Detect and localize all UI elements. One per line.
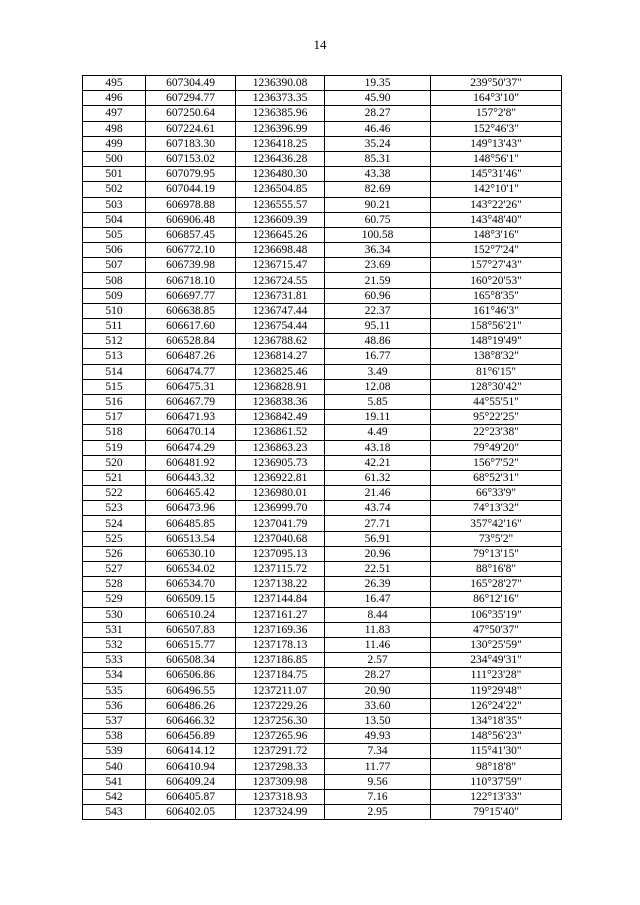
- point-number-cell: 503: [83, 197, 146, 212]
- y-coordinate-cell: 1236724.55: [236, 273, 325, 288]
- x-coordinate-cell: 606718.10: [146, 273, 236, 288]
- distance-cell: 20.90: [325, 683, 431, 698]
- x-coordinate-cell: 606617.60: [146, 319, 236, 334]
- bearing-cell: 106°35'19": [431, 607, 562, 622]
- x-coordinate-cell: 607153.02: [146, 151, 236, 166]
- distance-cell: 60.96: [325, 288, 431, 303]
- x-coordinate-cell: 607304.49: [146, 76, 236, 91]
- distance-cell: 9.56: [325, 774, 431, 789]
- distance-cell: 8.44: [325, 607, 431, 622]
- x-coordinate-cell: 606410.94: [146, 759, 236, 774]
- y-coordinate-cell: 1237115.72: [236, 562, 325, 577]
- bearing-cell: 68°52'31": [431, 470, 562, 485]
- coordinates-table-body: [83, 76, 562, 820]
- distance-cell: 26.39: [325, 577, 431, 592]
- distance-cell: 61.32: [325, 470, 431, 485]
- y-coordinate-cell: 1236980.01: [236, 486, 325, 501]
- bearing-cell: 156°7'52": [431, 455, 562, 470]
- table-row: [83, 607, 562, 622]
- distance-cell: 16.77: [325, 349, 431, 364]
- y-coordinate-cell: 1237041.79: [236, 516, 325, 531]
- point-number-cell: 531: [83, 622, 146, 637]
- bearing-cell: 158°56'21": [431, 319, 562, 334]
- y-coordinate-cell: 1236999.70: [236, 501, 325, 516]
- distance-cell: 28.27: [325, 106, 431, 121]
- distance-cell: 35.24: [325, 136, 431, 151]
- table-row: [83, 805, 562, 820]
- table-row: [83, 136, 562, 151]
- table-row: [83, 729, 562, 744]
- distance-cell: 27.71: [325, 516, 431, 531]
- distance-cell: 7.34: [325, 744, 431, 759]
- x-coordinate-cell: 606638.85: [146, 303, 236, 318]
- table-row: [83, 364, 562, 379]
- x-coordinate-cell: 607079.95: [146, 167, 236, 182]
- table-row: [83, 151, 562, 166]
- bearing-cell: 165°28'27": [431, 577, 562, 592]
- x-coordinate-cell: 606857.45: [146, 227, 236, 242]
- bearing-cell: 138°8'32": [431, 349, 562, 364]
- bearing-cell: 161°46'3": [431, 303, 562, 318]
- x-coordinate-cell: 606513.54: [146, 531, 236, 546]
- distance-cell: 7.16: [325, 789, 431, 804]
- bearing-cell: 44°55'51": [431, 394, 562, 409]
- x-coordinate-cell: 606481.92: [146, 455, 236, 470]
- x-coordinate-cell: 606471.93: [146, 410, 236, 425]
- point-number-cell: 543: [83, 805, 146, 820]
- distance-cell: 11.83: [325, 622, 431, 637]
- y-coordinate-cell: 1236731.81: [236, 288, 325, 303]
- y-coordinate-cell: 1236609.39: [236, 212, 325, 227]
- x-coordinate-cell: 606739.98: [146, 258, 236, 273]
- x-coordinate-cell: 606402.05: [146, 805, 236, 820]
- point-number-cell: 524: [83, 516, 146, 531]
- bearing-cell: 126°24'22": [431, 698, 562, 713]
- y-coordinate-cell: 1237169.36: [236, 622, 325, 637]
- table-row: [83, 577, 562, 592]
- y-coordinate-cell: 1237211.07: [236, 683, 325, 698]
- point-number-cell: 512: [83, 334, 146, 349]
- x-coordinate-cell: 606515.77: [146, 637, 236, 652]
- x-coordinate-cell: 607250.64: [146, 106, 236, 121]
- x-coordinate-cell: 606506.86: [146, 668, 236, 683]
- distance-cell: 43.74: [325, 501, 431, 516]
- table-row: [83, 379, 562, 394]
- point-number-cell: 516: [83, 394, 146, 409]
- y-coordinate-cell: 1237161.27: [236, 607, 325, 622]
- y-coordinate-cell: 1236480.30: [236, 167, 325, 182]
- y-coordinate-cell: 1236863.23: [236, 440, 325, 455]
- x-coordinate-cell: 606530.10: [146, 546, 236, 561]
- x-coordinate-cell: 606470.14: [146, 425, 236, 440]
- x-coordinate-cell: 606534.02: [146, 562, 236, 577]
- bearing-cell: 134°18'35": [431, 713, 562, 728]
- point-number-cell: 515: [83, 379, 146, 394]
- y-coordinate-cell: 1236825.46: [236, 364, 325, 379]
- coordinates-table: [82, 75, 562, 820]
- point-number-cell: 536: [83, 698, 146, 713]
- distance-cell: 56.91: [325, 531, 431, 546]
- distance-cell: 36.34: [325, 243, 431, 258]
- y-coordinate-cell: 1236814.27: [236, 349, 325, 364]
- distance-cell: 19.35: [325, 76, 431, 91]
- y-coordinate-cell: 1236861.52: [236, 425, 325, 440]
- point-number-cell: 497: [83, 106, 146, 121]
- table-row: [83, 653, 562, 668]
- point-number-cell: 509: [83, 288, 146, 303]
- point-number-cell: 510: [83, 303, 146, 318]
- distance-cell: 90.21: [325, 197, 431, 212]
- y-coordinate-cell: 1237184.75: [236, 668, 325, 683]
- table-row: [83, 592, 562, 607]
- bearing-cell: 165°8'35": [431, 288, 562, 303]
- distance-cell: 4.49: [325, 425, 431, 440]
- distance-cell: 11.46: [325, 637, 431, 652]
- table-row: [83, 637, 562, 652]
- distance-cell: 43.38: [325, 167, 431, 182]
- point-number-cell: 505: [83, 227, 146, 242]
- page-number: 14: [313, 37, 327, 52]
- bearing-cell: 157°27'43": [431, 258, 562, 273]
- distance-cell: 42.21: [325, 455, 431, 470]
- bearing-cell: 95°22'25": [431, 410, 562, 425]
- bearing-cell: 234°49'31": [431, 653, 562, 668]
- bearing-cell: 149°13'43": [431, 136, 562, 151]
- distance-cell: 45.90: [325, 91, 431, 106]
- point-number-cell: 540: [83, 759, 146, 774]
- y-coordinate-cell: 1236698.48: [236, 243, 325, 258]
- bearing-cell: 98°18'8": [431, 759, 562, 774]
- y-coordinate-cell: 1237256.30: [236, 713, 325, 728]
- bearing-cell: 145°31'46": [431, 167, 562, 182]
- y-coordinate-cell: 1236436.28: [236, 151, 325, 166]
- point-number-cell: 542: [83, 789, 146, 804]
- x-coordinate-cell: 606697.77: [146, 288, 236, 303]
- y-coordinate-cell: 1236555.57: [236, 197, 325, 212]
- y-coordinate-cell: 1237318.93: [236, 789, 325, 804]
- bearing-cell: 128°30'42": [431, 379, 562, 394]
- bearing-cell: 111°23'28": [431, 668, 562, 683]
- bearing-cell: 73°5'2": [431, 531, 562, 546]
- y-coordinate-cell: 1236504.85: [236, 182, 325, 197]
- distance-cell: 19.11: [325, 410, 431, 425]
- x-coordinate-cell: 606534.70: [146, 577, 236, 592]
- y-coordinate-cell: 1236715.47: [236, 258, 325, 273]
- point-number-cell: 507: [83, 258, 146, 273]
- x-coordinate-cell: 606772.10: [146, 243, 236, 258]
- point-number-cell: 537: [83, 713, 146, 728]
- x-coordinate-cell: 606405.87: [146, 789, 236, 804]
- distance-cell: 49.93: [325, 729, 431, 744]
- table-row: [83, 167, 562, 182]
- distance-cell: 22.37: [325, 303, 431, 318]
- table-row: [83, 440, 562, 455]
- y-coordinate-cell: 1236828.91: [236, 379, 325, 394]
- y-coordinate-cell: 1236390.08: [236, 76, 325, 91]
- y-coordinate-cell: 1236645.26: [236, 227, 325, 242]
- distance-cell: 28.27: [325, 668, 431, 683]
- point-number-cell: 526: [83, 546, 146, 561]
- x-coordinate-cell: 607044.19: [146, 182, 236, 197]
- table-row: [83, 501, 562, 516]
- point-number-cell: 539: [83, 744, 146, 759]
- point-number-cell: 518: [83, 425, 146, 440]
- table-row: [83, 789, 562, 804]
- bearing-cell: 79°49'20": [431, 440, 562, 455]
- y-coordinate-cell: 1236842.49: [236, 410, 325, 425]
- table-row: [83, 683, 562, 698]
- y-coordinate-cell: 1236838.36: [236, 394, 325, 409]
- x-coordinate-cell: 606485.85: [146, 516, 236, 531]
- table-row: [83, 744, 562, 759]
- x-coordinate-cell: 606456.89: [146, 729, 236, 744]
- y-coordinate-cell: 1236418.25: [236, 136, 325, 151]
- x-coordinate-cell: 607294.77: [146, 91, 236, 106]
- table-row: [83, 410, 562, 425]
- table-row: [83, 516, 562, 531]
- distance-cell: 11.77: [325, 759, 431, 774]
- table-row: [83, 622, 562, 637]
- table-row: [83, 425, 562, 440]
- y-coordinate-cell: 1236385.96: [236, 106, 325, 121]
- table-row: [83, 258, 562, 273]
- table-row: [83, 698, 562, 713]
- point-number-cell: 525: [83, 531, 146, 546]
- table-row: [83, 106, 562, 121]
- table-row: [83, 303, 562, 318]
- point-number-cell: 506: [83, 243, 146, 258]
- bearing-cell: 122°13'33": [431, 789, 562, 804]
- bearing-cell: 22°23'38": [431, 425, 562, 440]
- bearing-cell: 160°20'53": [431, 273, 562, 288]
- distance-cell: 46.46: [325, 121, 431, 136]
- table-row: [83, 288, 562, 303]
- point-number-cell: 541: [83, 774, 146, 789]
- x-coordinate-cell: 606486.26: [146, 698, 236, 713]
- table-row: [83, 759, 562, 774]
- x-coordinate-cell: 606409.24: [146, 774, 236, 789]
- point-number-cell: 498: [83, 121, 146, 136]
- distance-cell: 60.75: [325, 212, 431, 227]
- distance-cell: 2.95: [325, 805, 431, 820]
- bearing-cell: 130°25'59": [431, 637, 562, 652]
- x-coordinate-cell: 606507.83: [146, 622, 236, 637]
- distance-cell: 3.49: [325, 364, 431, 379]
- x-coordinate-cell: 606467.79: [146, 394, 236, 409]
- table-row: [83, 243, 562, 258]
- x-coordinate-cell: 606487.26: [146, 349, 236, 364]
- table-row: [83, 546, 562, 561]
- point-number-cell: 528: [83, 577, 146, 592]
- table-row: [83, 455, 562, 470]
- table-row: [83, 486, 562, 501]
- bearing-cell: 148°3'16": [431, 227, 562, 242]
- x-coordinate-cell: 606443.32: [146, 470, 236, 485]
- table-row: [83, 197, 562, 212]
- distance-cell: 100.58: [325, 227, 431, 242]
- y-coordinate-cell: 1237144.84: [236, 592, 325, 607]
- bearing-cell: 66°33'9": [431, 486, 562, 501]
- table-row: [83, 76, 562, 91]
- bearing-cell: 79°13'15": [431, 546, 562, 561]
- table-row: [83, 91, 562, 106]
- point-number-cell: 530: [83, 607, 146, 622]
- table-row: [83, 121, 562, 136]
- bearing-cell: 81°6'15": [431, 364, 562, 379]
- x-coordinate-cell: 606496.55: [146, 683, 236, 698]
- distance-cell: 85.31: [325, 151, 431, 166]
- point-number-cell: 535: [83, 683, 146, 698]
- table-row: [83, 774, 562, 789]
- bearing-cell: 86°12'16": [431, 592, 562, 607]
- distance-cell: 16.47: [325, 592, 431, 607]
- distance-cell: 33.60: [325, 698, 431, 713]
- table-row: [83, 531, 562, 546]
- point-number-cell: 495: [83, 76, 146, 91]
- point-number-cell: 517: [83, 410, 146, 425]
- point-number-cell: 504: [83, 212, 146, 227]
- distance-cell: 48.86: [325, 334, 431, 349]
- table-row: [83, 273, 562, 288]
- x-coordinate-cell: 606510.24: [146, 607, 236, 622]
- table-row: [83, 349, 562, 364]
- x-coordinate-cell: 606978.88: [146, 197, 236, 212]
- x-coordinate-cell: 606475.31: [146, 379, 236, 394]
- distance-cell: 43.18: [325, 440, 431, 455]
- x-coordinate-cell: 606474.29: [146, 440, 236, 455]
- y-coordinate-cell: 1236373.35: [236, 91, 325, 106]
- y-coordinate-cell: 1237138.22: [236, 577, 325, 592]
- table-row: [83, 713, 562, 728]
- distance-cell: 12.08: [325, 379, 431, 394]
- x-coordinate-cell: 606466.32: [146, 713, 236, 728]
- bearing-cell: 110°37'59": [431, 774, 562, 789]
- point-number-cell: 508: [83, 273, 146, 288]
- y-coordinate-cell: 1237265.96: [236, 729, 325, 744]
- x-coordinate-cell: 606465.42: [146, 486, 236, 501]
- distance-cell: 82.69: [325, 182, 431, 197]
- bearing-cell: 115°41'30": [431, 744, 562, 759]
- point-number-cell: 502: [83, 182, 146, 197]
- bearing-cell: 88°16'8": [431, 562, 562, 577]
- bearing-cell: 148°19'49": [431, 334, 562, 349]
- x-coordinate-cell: 606528.84: [146, 334, 236, 349]
- y-coordinate-cell: 1237178.13: [236, 637, 325, 652]
- y-coordinate-cell: 1237229.26: [236, 698, 325, 713]
- point-number-cell: 523: [83, 501, 146, 516]
- bearing-cell: 47°50'37": [431, 622, 562, 637]
- point-number-cell: 501: [83, 167, 146, 182]
- table-row: [83, 394, 562, 409]
- point-number-cell: 538: [83, 729, 146, 744]
- table-row: [83, 334, 562, 349]
- distance-cell: 95.11: [325, 319, 431, 334]
- distance-cell: 22.51: [325, 562, 431, 577]
- y-coordinate-cell: 1237298.33: [236, 759, 325, 774]
- y-coordinate-cell: 1236754.44: [236, 319, 325, 334]
- bearing-cell: 74°13'32": [431, 501, 562, 516]
- distance-cell: 23.69: [325, 258, 431, 273]
- y-coordinate-cell: 1236788.62: [236, 334, 325, 349]
- table-row: [83, 668, 562, 683]
- table-row: [83, 212, 562, 227]
- x-coordinate-cell: 606414.12: [146, 744, 236, 759]
- table-row: [83, 182, 562, 197]
- point-number-cell: 499: [83, 136, 146, 151]
- point-number-cell: 527: [83, 562, 146, 577]
- y-coordinate-cell: 1236922.81: [236, 470, 325, 485]
- distance-cell: 5.85: [325, 394, 431, 409]
- bearing-cell: 239°50'37": [431, 76, 562, 91]
- y-coordinate-cell: 1236396.99: [236, 121, 325, 136]
- point-number-cell: 514: [83, 364, 146, 379]
- point-number-cell: 520: [83, 455, 146, 470]
- x-coordinate-cell: 606906.48: [146, 212, 236, 227]
- bearing-cell: 157°2'8": [431, 106, 562, 121]
- y-coordinate-cell: 1236747.44: [236, 303, 325, 318]
- table-row: [83, 470, 562, 485]
- point-number-cell: 496: [83, 91, 146, 106]
- x-coordinate-cell: 606474.77: [146, 364, 236, 379]
- point-number-cell: 532: [83, 637, 146, 652]
- bearing-cell: 148°56'1": [431, 151, 562, 166]
- table-row: [83, 562, 562, 577]
- bearing-cell: 164°3'10": [431, 91, 562, 106]
- bearing-cell: 148°56'23": [431, 729, 562, 744]
- point-number-cell: 521: [83, 470, 146, 485]
- y-coordinate-cell: 1237186.85: [236, 653, 325, 668]
- y-coordinate-cell: 1236905.73: [236, 455, 325, 470]
- bearing-cell: 143°22'26": [431, 197, 562, 212]
- x-coordinate-cell: 606509.15: [146, 592, 236, 607]
- distance-cell: 21.46: [325, 486, 431, 501]
- bearing-cell: 119°29'48": [431, 683, 562, 698]
- bearing-cell: 143°48'40": [431, 212, 562, 227]
- x-coordinate-cell: 607183.30: [146, 136, 236, 151]
- point-number-cell: 511: [83, 319, 146, 334]
- distance-cell: 2.57: [325, 653, 431, 668]
- point-number-cell: 522: [83, 486, 146, 501]
- distance-cell: 13.50: [325, 713, 431, 728]
- distance-cell: 21.59: [325, 273, 431, 288]
- point-number-cell: 519: [83, 440, 146, 455]
- bearing-cell: 357°42'16": [431, 516, 562, 531]
- table-row: [83, 227, 562, 242]
- y-coordinate-cell: 1237309.98: [236, 774, 325, 789]
- point-number-cell: 513: [83, 349, 146, 364]
- bearing-cell: 152°46'3": [431, 121, 562, 136]
- y-coordinate-cell: 1237040.68: [236, 531, 325, 546]
- point-number-cell: 529: [83, 592, 146, 607]
- point-number-cell: 533: [83, 653, 146, 668]
- bearing-cell: 79°15'40": [431, 805, 562, 820]
- table-row: [83, 319, 562, 334]
- bearing-cell: 142°10'1": [431, 182, 562, 197]
- y-coordinate-cell: 1237324.99: [236, 805, 325, 820]
- y-coordinate-cell: 1237291.72: [236, 744, 325, 759]
- bearing-cell: 152°7'24": [431, 243, 562, 258]
- x-coordinate-cell: 607224.61: [146, 121, 236, 136]
- y-coordinate-cell: 1237095.13: [236, 546, 325, 561]
- x-coordinate-cell: 606473.96: [146, 501, 236, 516]
- distance-cell: 20.96: [325, 546, 431, 561]
- x-coordinate-cell: 606508.34: [146, 653, 236, 668]
- point-number-cell: 500: [83, 151, 146, 166]
- point-number-cell: 534: [83, 668, 146, 683]
